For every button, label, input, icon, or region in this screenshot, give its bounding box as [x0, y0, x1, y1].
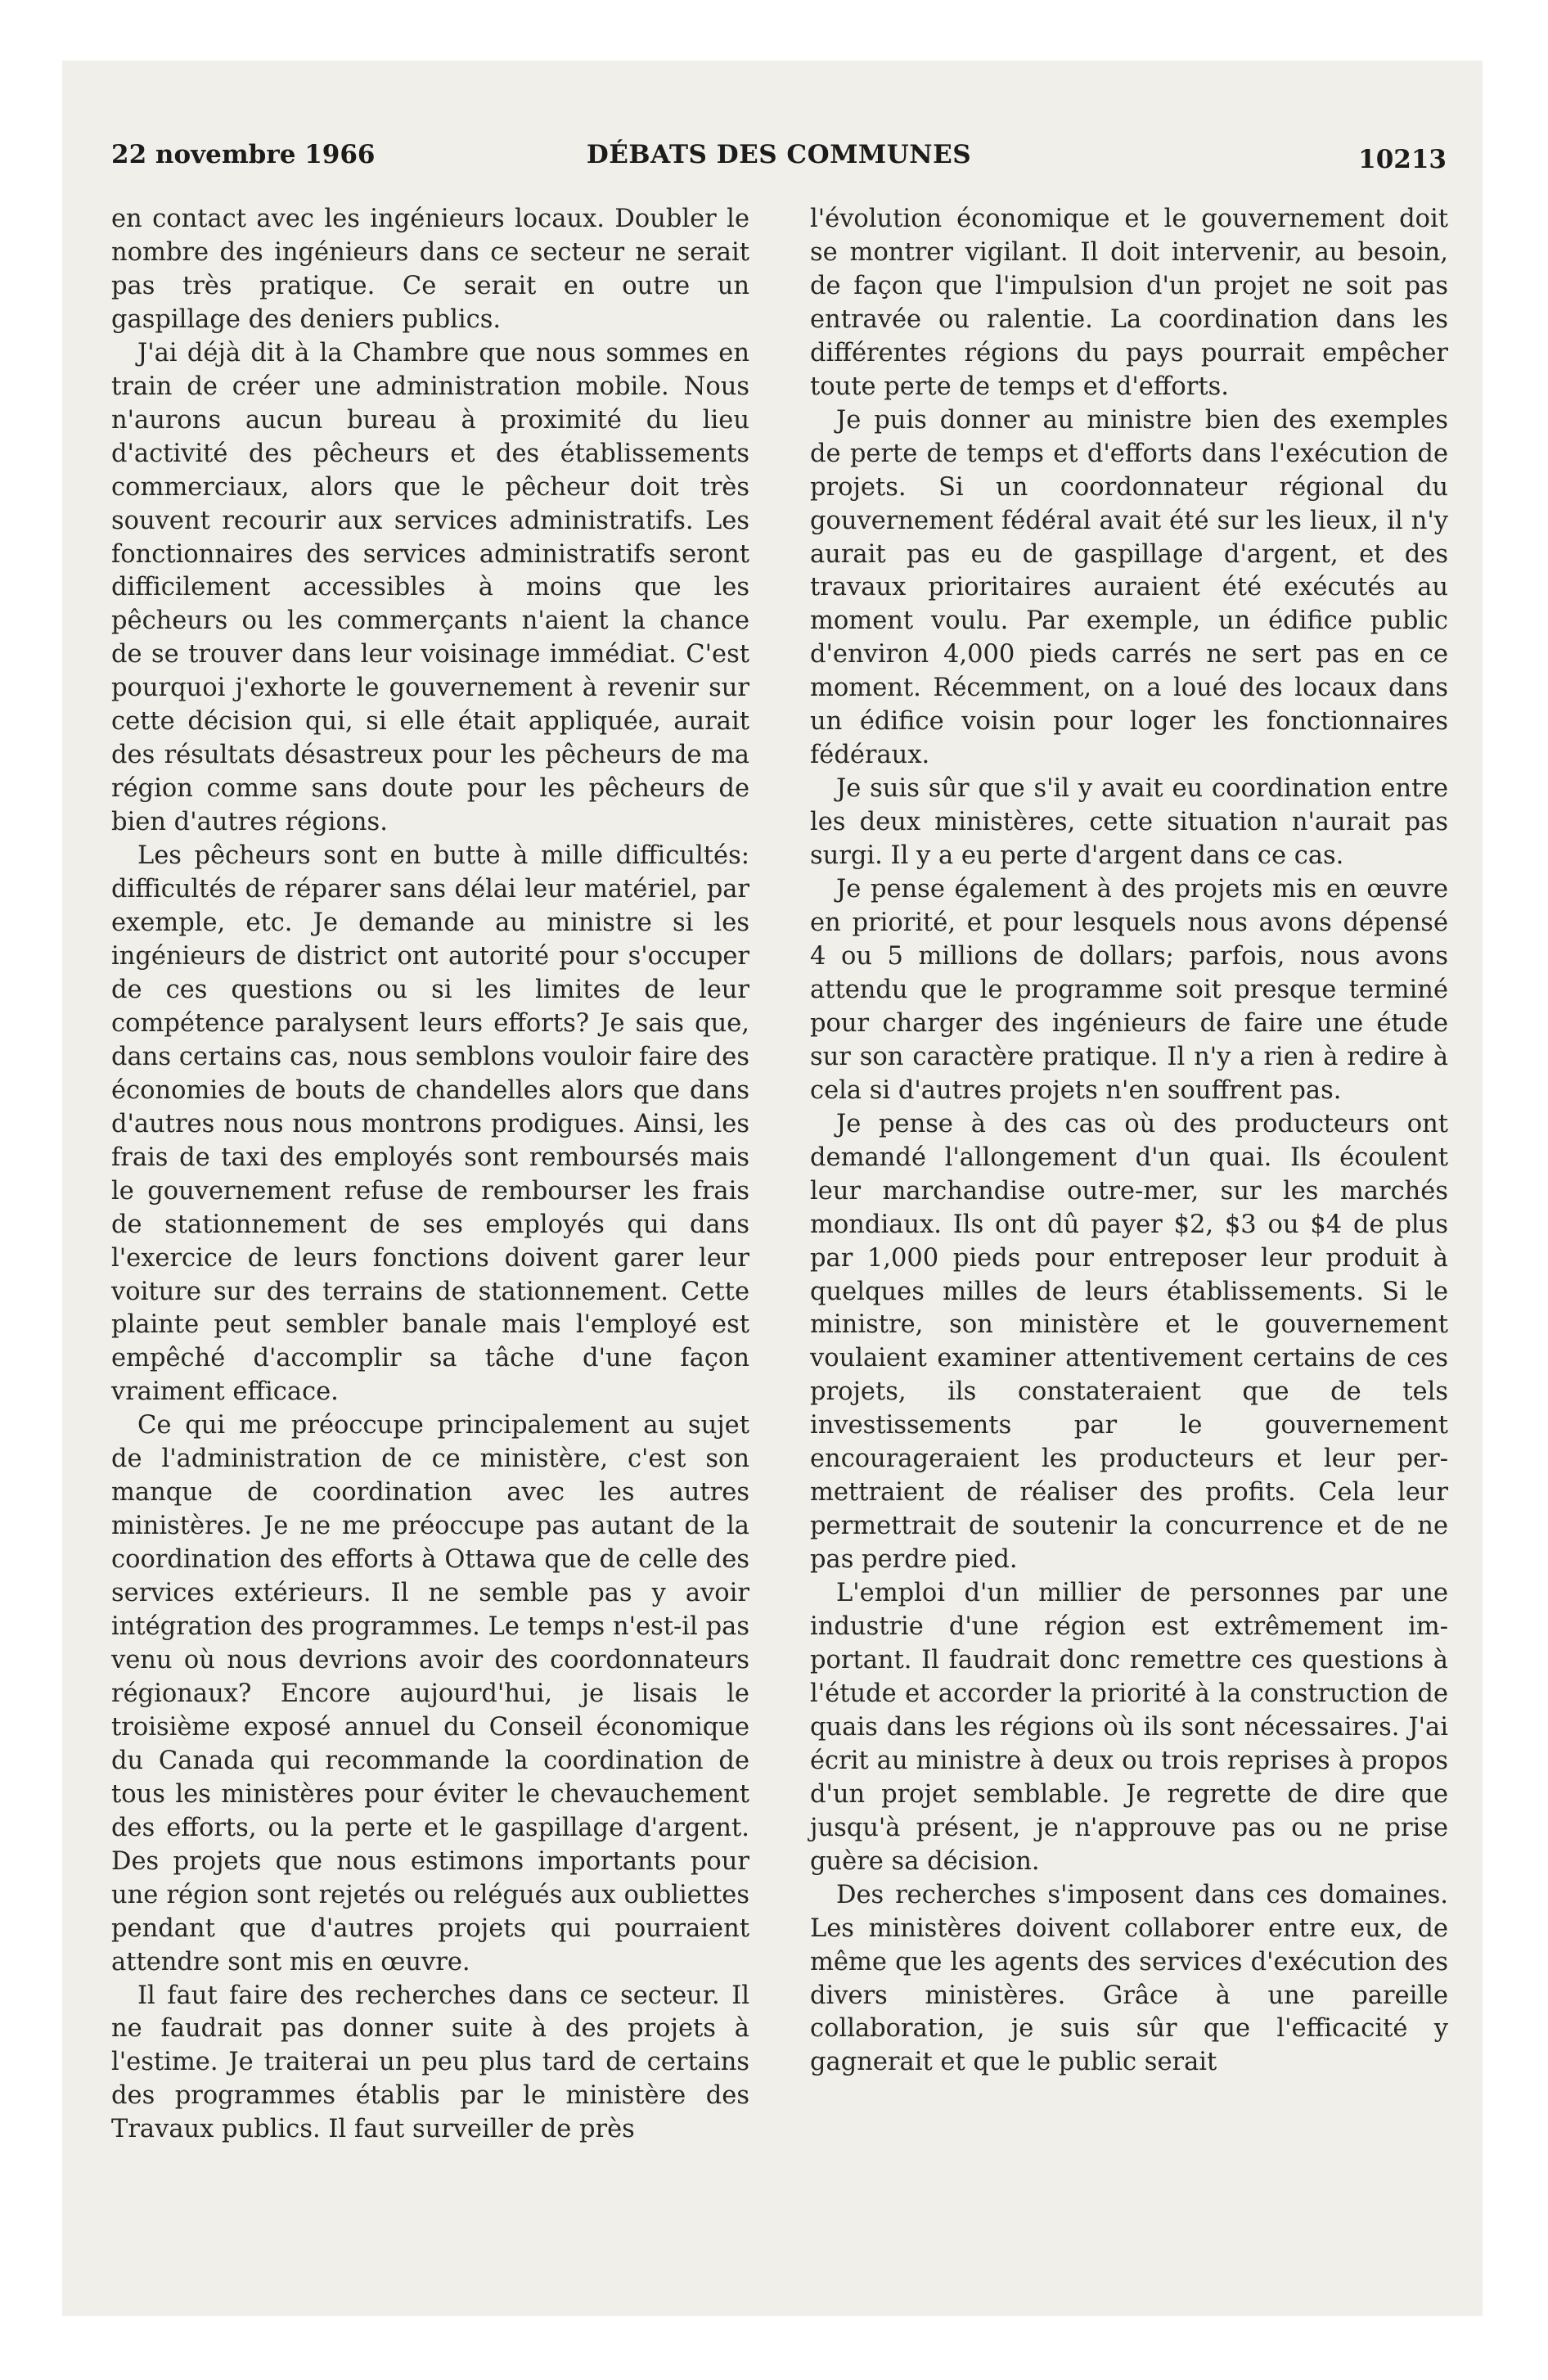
paragraph: L'emploi d'un millier de personnes par une industrie d'une région est extrêmement important. Il faudrait donc remettre ces questions à l'étude et accorder la priorité à la construction de quais dans les régions où ils sont nécessaires. J'ai écrit au ministre à deux ou trois reprises à propos d'un projet semblable. Je regrette de dire que jusqu'à présent, je n'approuve pas ou ne prise guère sa décision.: [810, 1579, 1448, 1876]
paragraph: Les pêcheurs sont en butte à mille difficultés: difficultés de réparer sans délai leur matériel, par exemple, etc. Je demande au ministre si les ingénieurs de district ont autorité pour s'occuper de ces questions ou si les limites de leur compétence paralysent leurs efforts? Je sais que, dans certains cas, nous semblons vouloir faire des économies de bouts de chandelles alors que dans d'autres nous nous montrons prodigues. Ainsi, les frais de taxi des employés sont remboursés mais le gouvernement refuse de rembourser les frais de stationnement de ses employés qui dans l'exercice de leurs fonctions doivent garer leur voiture sur des terrains de stationnement. Cette plainte peut sembler banale mais l'employé est empêché d'accomplir sa tâche d'une façon vraiment efficace.: [111, 841, 749, 1407]
header-date: 22 novembre 1966: [111, 140, 376, 169]
paragraph: en contact avec les ingénieurs locaux. Doubler le nombre des ingénieurs dans ce secteur ne serait pas très pratique. Ce serait en outre un gaspillage des deniers publics.: [111, 205, 749, 334]
left-column: [111, 203, 749, 2147]
paragraph: Il faut faire des recherches dans ce secteur. Il ne faudrait pas donner suite à des projets à l'estime. Je traiterai un peu plus tard de certains des programmes établis par le ministère des Travaux publics. Il faut surveiller de près: [111, 1981, 749, 2144]
paragraph: Je suis sûr que s'il y avait eu coordination entre les deux ministères, cette situation n'aurait pas surgi. Il y a eu perte d'argent dans ce cas.: [810, 774, 1448, 871]
page-header: [111, 140, 1447, 176]
paragraph: Je pense également à des projets mis en œuvre en priorité, et pour lesquels nous avons dépensé 4 ou 5 millions de dollars; parfois, nous avons attendu que le programme soit presque terminé pour charger des ingénieurs de faire une étude sur son caractère pratique. Il n'y a rien à redire à cela si d'autres projets n'en souffrent pas.: [810, 875, 1448, 1105]
paragraph: Je pense à des cas où des producteurs ont demandé l'allongement d'un quai. Ils écoulent leur marchandise outre-mer, sur les marchés mondiaux. Ils ont dû payer $2, $3 ou $4 de plus par 1,000 pieds pour entreposer leur produit à quelques milles de leurs établissements. Si le ministre, son ministère et le gouvernement voulaient examiner attentivement certains de ces projets, ils constateraient que de tels investissements par le gouvernement encourageraient les producteurs et leur permettraient de réaliser des profits. Cela leur permettrait de soutenir la concurrence et de ne pas perdre pied.: [810, 1109, 1448, 1575]
right-column: [810, 203, 1448, 2080]
paragraph: Ce qui me préoccupe principalement au sujet de l'administration de ce ministère, c'est son manque de coordination avec les autres ministères. Je ne me préoccupe pas autant de la coordination des efforts à Ottawa que de celle des services extérieurs. Il ne semble pas y avoir intégration des programmes. Le temps n'est-il pas venu où nous devrions avoir des coordonnateurs régionaux? Encore aujourd'hui, je lisais le troisième exposé annuel du Conseil économique du Canada qui recommande la coordination de tous les ministères pour éviter le chevauchement des efforts, ou la perte et le gaspillage d'argent. Des projets que nous estimons importants pour une région sont rejetés ou relégués aux oubliettes pendant que d'autres projets qui pourraient attendre sont mis en œuvre.: [111, 1411, 749, 1977]
paragraph: Je puis donner au ministre bien des exemples de perte de temps et d'efforts dans l'exécution de projets. Si un coordonnateur régional du gouvernement fédéral avait été sur les lieux, il n'y aurait pas eu de gaspillage d'argent, et des travaux prioritaires auraient été exécutés au moment voulu. Par exemple, un édifice public d'environ 4,000 pieds carrés ne sert pas en ce moment. Récemment, on a loué des locaux dans un édifice voisin pour loger les fonctionnaires fédéraux.: [810, 405, 1448, 770]
page-number: 10213: [1358, 145, 1447, 174]
paragraph: J'ai déjà dit à la Chambre que nous sommes en train de créer une administration mobile. Nous n'aurons aucun bureau à proximité du lieu d'activité des pêcheurs et des établissements commerciaux, alors que le pêcheur doit très souvent recourir aux services administratifs. Les fonctionnaires des services administratifs seront difficilement accessibles à moins que les pêcheurs ou les commerçants n'aient la chance de se trouver dans leur voisinage immédiat. C'est pourquoi j'exhorte le gouvernement à revenir sur cette décision qui, si elle était appliquée, aurait des résultats désastreux pour les pêcheurs de ma région comme sans doute pour les pêcheurs de bien d'autres régions.: [111, 338, 749, 837]
paragraph: Des recherches s'imposent dans ces domaines. Les ministères doivent collaborer entre eux, de même que les agents des services d'exécution des divers ministères. Grâce à une pareille collaboration, je suis sûr que l'efficacité y gagnerait et que le public serait: [810, 1880, 1448, 2077]
journal-title: DÉBATS DES COMMUNES: [586, 140, 972, 169]
paragraph: l'évolution économique et le gouvernement doit se montrer vigilant. Il doit intervenir, au besoin, de façon que l'impulsion d'un projet ne soit pas entravée ou ralentie. La coordination dans les différentes régions du pays pourrait empêcher toute perte de temps et d'efforts.: [810, 205, 1448, 401]
